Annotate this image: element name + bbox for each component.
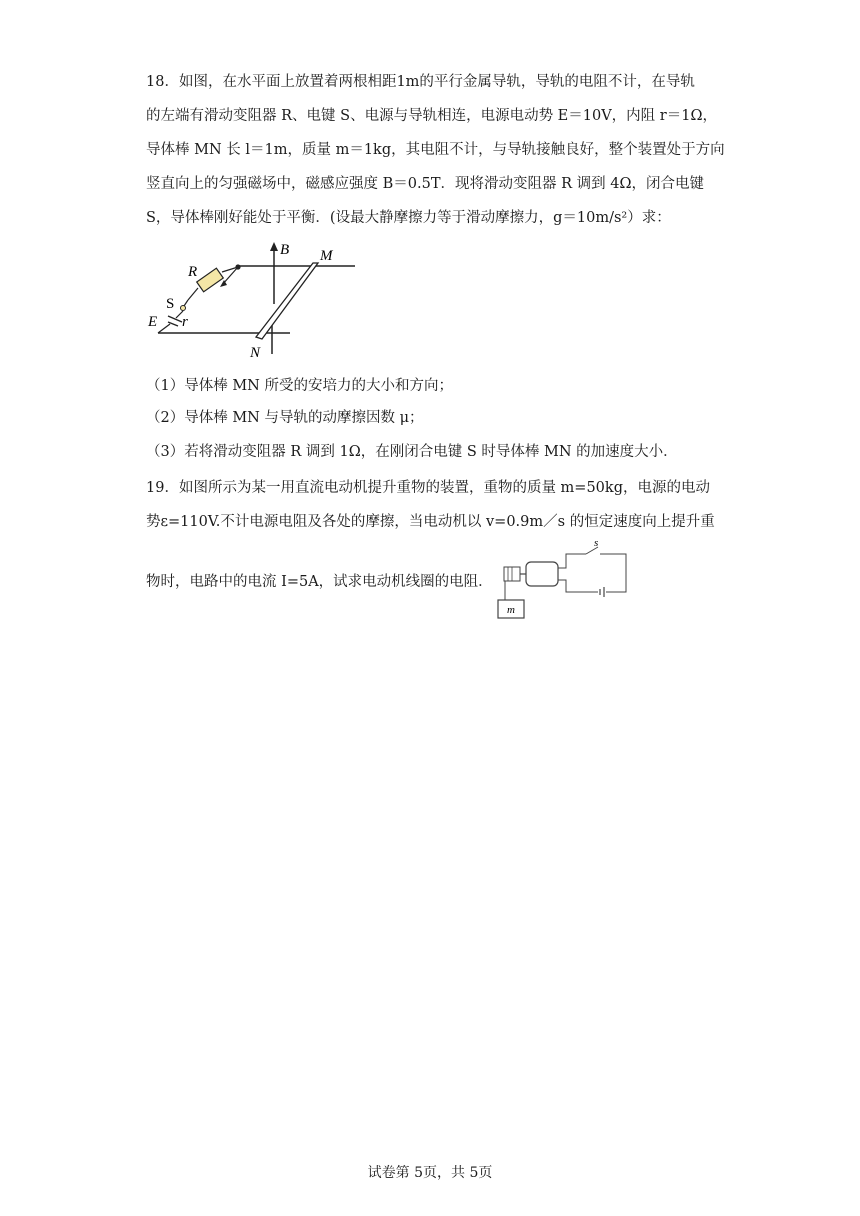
circuit-bottom-wire (558, 580, 598, 592)
wire-battery-rail (158, 324, 170, 333)
q19-text-line-3: 物时，电路中的电流 I=5A，试求电动机线圈的电阻． (146, 574, 493, 590)
q18-sub-question-1: （1）导体棒 MN 所受的安培力的大小和方向； (146, 378, 453, 394)
label-M: M (320, 248, 333, 264)
rheostat-R (197, 268, 224, 292)
q19-motor-circuit-figure (494, 540, 634, 624)
page-footer: 试卷第 5页，共 5页 (367, 1165, 493, 1181)
rod-MN (256, 263, 318, 339)
label-S: S (166, 296, 175, 312)
label-R: R (188, 264, 198, 280)
q18-text-line-3: 导体棒 MN 长 l＝1m，质量 m＝1kg，其电阻不计，与导轨接触良好，整个装置处于方向 (146, 142, 725, 158)
q18-sub-question-2: （2）导体棒 MN 与导轨的动摩擦因数 μ； (146, 410, 424, 426)
q19-text-line-2: 势ε=110V.不计电源电阻及各处的摩擦，当电动机以 v=0.9m／s 的恒定速度向上提升重 (146, 514, 715, 530)
wire-rheostat-switch (188, 288, 198, 300)
motor (526, 562, 558, 586)
q18-text-line-4: 竖直向上的匀强磁场中，磁感应强度 B＝0.5T．现将滑动变阻器 R 调到 4Ω，闭合电键 (146, 176, 704, 192)
label-B: B (280, 242, 290, 258)
q19-text-line-1: 19．如图所示为某一用直流电动机提升重物的装置，重物的质量 m=50kg，电源的电动 (146, 480, 710, 496)
q18-sub-question-3: （3）若将滑动变阻器 R 调到 1Ω，在刚闭合电键 S 时导体棒 MN 的加速度大小． (146, 444, 678, 460)
q18-text-line-1: 18．如图，在水平面上放置着两根相距1m的平行金属导轨，导轨的电阻不计，在导轨 (146, 74, 695, 90)
switch-blade (184, 300, 188, 306)
circuit-right-wire (600, 554, 626, 592)
q18-text-line-2: 的左端有滑动变阻器 R、电键 S、电源与导轨相连，电源电动势 E＝10V，内阻 r＝1Ω， (146, 108, 717, 124)
label-s: s (594, 540, 599, 549)
label-r: r (182, 314, 188, 330)
label-N: N (250, 345, 261, 361)
label-m: m (507, 604, 515, 616)
q18-text-line-5: S，导体棒刚好能处于平衡．(设最大静摩擦力等于滑动摩擦力，g＝10m/s²）求： (146, 210, 671, 226)
b-field-arrowhead (270, 242, 278, 251)
label-E: E (148, 314, 158, 330)
q18-rail-circuit-figure (140, 236, 370, 364)
battery-plate-long (168, 316, 182, 322)
switch-contact (181, 306, 186, 311)
circuit-top-wire (558, 554, 586, 568)
